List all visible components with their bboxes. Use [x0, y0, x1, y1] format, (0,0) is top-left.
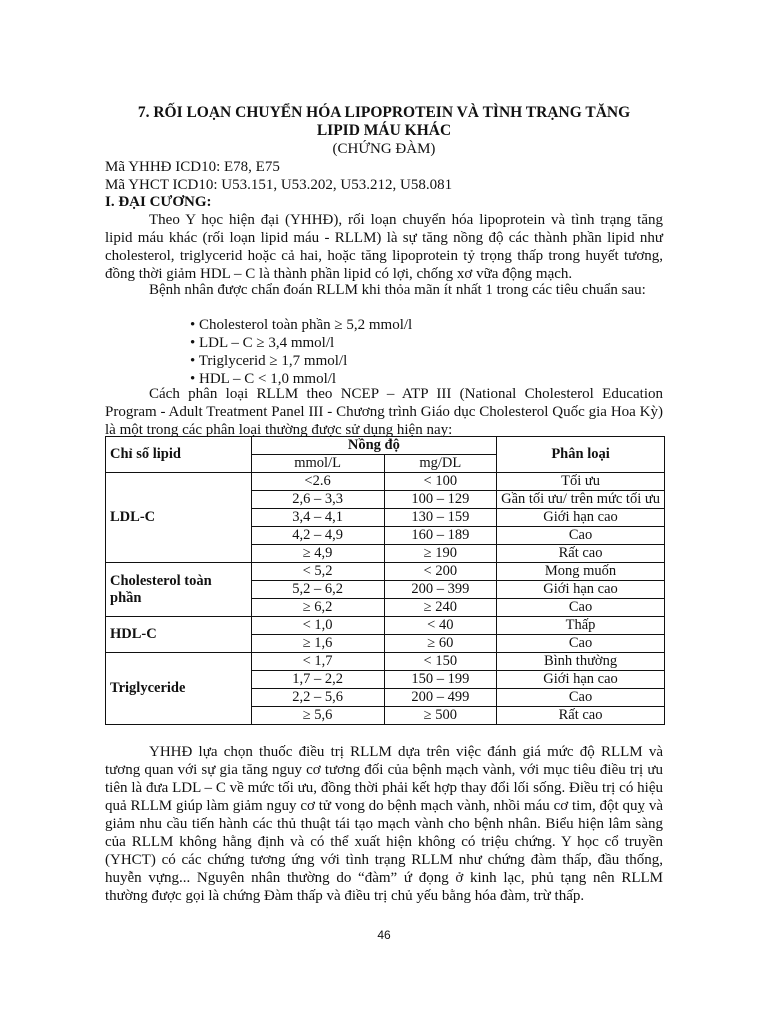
cell-mgdl: 150 – 199	[384, 671, 497, 689]
criteria-item: • Cholesterol toàn phần ≥ 5,2 mmol/l	[190, 317, 413, 333]
cell-mmol: < 5,2	[251, 563, 384, 581]
title-line-1: 7. RỐI LOẠN CHUYỂN HÓA LIPOPROTEIN VÀ TÌNH TRẠNG TĂNG	[137, 104, 631, 121]
cell-mmol: 2,2 – 5,6	[251, 689, 384, 707]
criteria-item: • Triglycerid ≥ 1,7 mmol/l	[190, 353, 348, 369]
cell-class: Cao	[497, 689, 665, 707]
criteria-item: • LDL – C ≥ 3,4 mmol/l	[190, 335, 335, 351]
cell-mmol: < 1,7	[251, 653, 384, 671]
section-heading: I. ĐẠI CƯƠNG:	[105, 194, 212, 210]
cell-class: Gần tối ưu/ trên mức tối ưu	[497, 491, 665, 509]
cell-class: Giới hạn cao	[497, 581, 665, 599]
cell-class: Cao	[497, 635, 665, 653]
header-mgdl: mg/DL	[384, 455, 497, 473]
paragraph-1-text: Theo Y học hiện đại (YHHĐ), rối loạn chuyển hóa lipoprotein và tình trạng tăng lipid máu khác (rối loạn lipid máu - RLLM) là sự tăng nồng độ các thành phần lipid như cholesterol, triglycerid hoặc cả hai, hoặc tăng lipoprotein tỷ trọng thấp trong huyết tương, đồng thời giảm HDL – C là thành phần lipid có lợi, chống xơ vữa động mạch.	[105, 212, 663, 282]
table-row	[106, 473, 665, 491]
cell-mmol: ≥ 5,6	[251, 707, 384, 725]
cell-class: Thấp	[497, 617, 665, 635]
cell-mgdl: < 40	[384, 617, 497, 635]
cell-mmol: ≥ 6,2	[251, 599, 384, 617]
code-yhct: Mã YHCT ICD10: U53.151, U53.202, U53.212, U58.081	[105, 177, 453, 193]
cell-mgdl: < 100	[384, 473, 497, 491]
cell-mgdl: < 150	[384, 653, 497, 671]
paragraph-3-text: Cách phân loại RLLM theo NCEP – ATP III (National Cholesterol Education Program - Adult Treatment Panel III - Chương trình Giáo dục Cholesterol Quốc gia Hoa Kỳ) là một trong các phân loại thường được sử dụng hiện nay:	[105, 386, 663, 438]
criteria-item: • HDL – C < 1,0 mmol/l	[190, 371, 337, 387]
cell-mgdl: ≥ 500	[384, 707, 497, 725]
paragraph-3	[105, 385, 663, 439]
cell-mmol: 5,2 – 6,2	[251, 581, 384, 599]
paragraph-1	[105, 211, 663, 283]
cell-mmol: 2,6 – 3,3	[251, 491, 384, 509]
group-label-hdl: HDL-C	[106, 617, 252, 653]
cell-mgdl: ≥ 240	[384, 599, 497, 617]
cell-mmol: 3,4 – 4,1	[251, 509, 384, 527]
group-label-cholesterol: Cholesterol toàn phần	[106, 563, 252, 617]
cell-mmol: < 1,0	[251, 617, 384, 635]
cell-mgdl: 130 – 159	[384, 509, 497, 527]
cell-mmol: <2.6	[251, 473, 384, 491]
cell-mmol: ≥ 1,6	[251, 635, 384, 653]
cell-class: Rất cao	[497, 545, 665, 563]
cell-mgdl: < 200	[384, 563, 497, 581]
paragraph-4-text: YHHĐ lựa chọn thuốc điều trị RLLM dựa trên việc đánh giá mức độ RLLM và tương quan với sự gia tăng nguy cơ tương đối của bệnh mạch vành, với mục tiêu điều trị ưu tiên là đưa LDL – C về mức tối ưu, đồng thời phải kết hợp thay đổi lối sống. Điều trị có hiệu quả RLLM giúp làm giảm nguy cơ tử vong do bệnh mạch vành, nhồi máu cơ tim, đột quỵ và giảm nhu cầu tiến hành các thủ thuật tái tạo mạch vành cho bệnh nhân. Biểu hiện lâm sàng của RLLM không hằng định và có thể xuất hiện không có triệu chứng. Y học cổ truyền (YHCT) có các chứng tương ứng với tình trạng RLLM như chứng đàm thấp, đầu thống, huyễn vựng... Nguyên nhân thường do “đàm” ứ đọng ở kinh lạc, phủ tạng nên RLLM thường được gọi là chứng Đàm thấp và điều trị chủ yếu bằng hóa đàm, trừ thấp.	[105, 744, 663, 904]
header-mmol: mmol/L	[251, 455, 384, 473]
subtitle: (CHỨNG ĐÀM)	[332, 141, 436, 157]
criteria-list	[190, 316, 412, 388]
cell-mgdl: 200 – 499	[384, 689, 497, 707]
table-row	[106, 563, 665, 581]
header-concentration: Nồng độ	[251, 437, 496, 455]
table-row	[106, 617, 665, 635]
group-label-ldl: LDL-C	[106, 473, 252, 563]
cell-mmol: 1,7 – 2,2	[251, 671, 384, 689]
cell-class: Rất cao	[497, 707, 665, 725]
cell-class: Cao	[497, 527, 665, 545]
cell-mgdl: 160 – 189	[384, 527, 497, 545]
lipid-classification-table	[105, 436, 665, 725]
header-classification: Phân loại	[497, 437, 665, 473]
cell-class: Bình thường	[497, 653, 665, 671]
title-line-2: LIPID MÁU KHÁC	[316, 122, 452, 139]
paragraph-4	[105, 743, 663, 905]
group-label-triglyceride: Triglyceride	[106, 653, 252, 725]
cell-class: Giới hạn cao	[497, 671, 665, 689]
cell-mmol: ≥ 4,9	[251, 545, 384, 563]
cell-mgdl: 200 – 399	[384, 581, 497, 599]
cell-mgdl: ≥ 190	[384, 545, 497, 563]
cell-mgdl: 100 – 129	[384, 491, 497, 509]
header-lipid: Chỉ số lipid	[106, 437, 252, 473]
code-yhhd: Mã YHHĐ ICD10: E78, E75	[105, 159, 280, 175]
cell-class: Mong muốn	[497, 563, 665, 581]
cell-mgdl: ≥ 60	[384, 635, 497, 653]
table-row	[106, 653, 665, 671]
cell-class: Tối ưu	[497, 473, 665, 491]
cell-class: Giới hạn cao	[497, 509, 665, 527]
cell-class: Cao	[497, 599, 665, 617]
page-number: 46	[377, 928, 391, 942]
cell-mmol: 4,2 – 4,9	[251, 527, 384, 545]
paragraph-2	[105, 281, 663, 299]
paragraph-2-text: Bệnh nhân được chẩn đoán RLLM khi thỏa mãn ít nhất 1 trong các tiêu chuẩn sau:	[149, 282, 646, 298]
